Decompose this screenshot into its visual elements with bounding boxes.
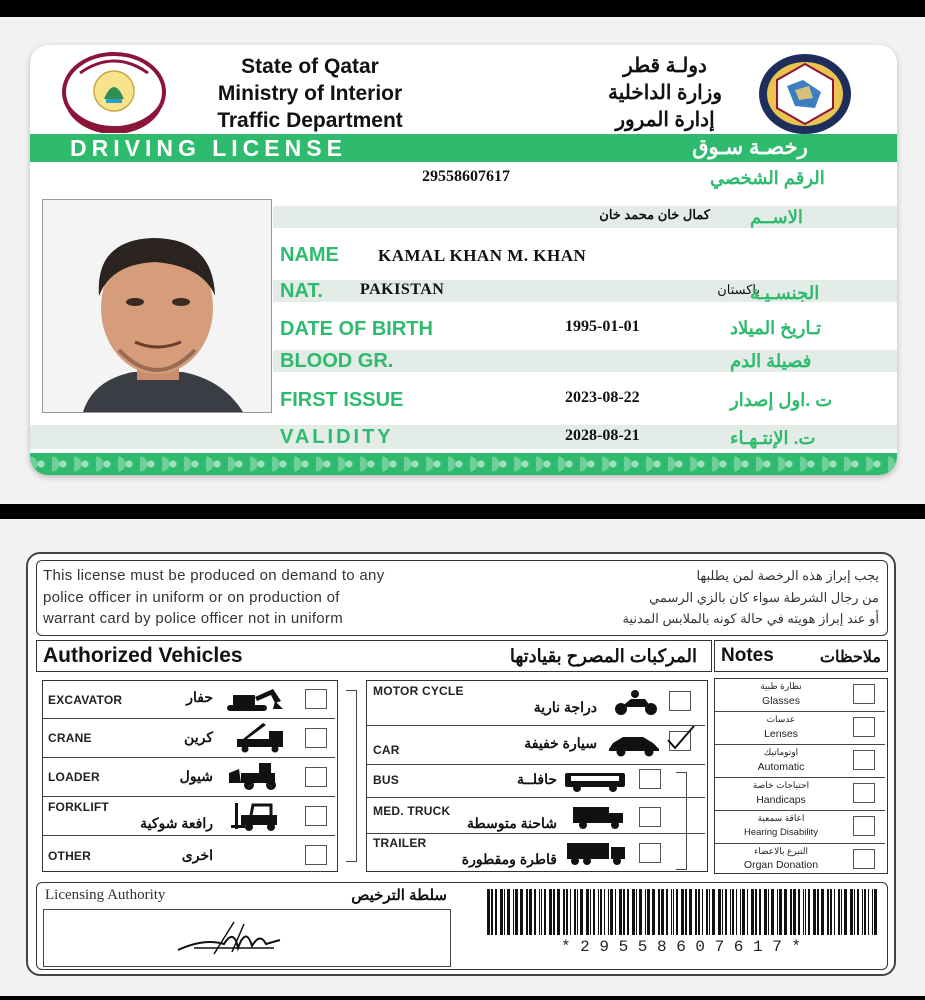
barcode-bar bbox=[813, 889, 816, 935]
barcode-bar bbox=[676, 889, 678, 935]
barcode-bar bbox=[872, 889, 873, 935]
first-issue-label-ar: ت .اول إصدار bbox=[730, 390, 833, 410]
barcode-bar bbox=[647, 889, 650, 935]
notes-title-en: Notes bbox=[721, 645, 774, 666]
barcode-bar bbox=[541, 889, 542, 935]
note-hearing-ar: اعاقة سمعية bbox=[757, 813, 805, 823]
barcode-bar bbox=[577, 889, 578, 935]
vehicle-forklift-label: FORKLIFT bbox=[48, 800, 109, 814]
first-issue-value: 2023-08-22 bbox=[565, 389, 640, 406]
barcode-text: * 2 9 5 5 8 6 0 7 6 1 7 * bbox=[560, 938, 802, 956]
title-en: DRIVING LICENSE bbox=[70, 135, 347, 161]
dob-label: DATE OF BIRTH bbox=[280, 318, 433, 340]
loader-icon bbox=[227, 761, 287, 791]
note-glasses-checkbox[interactable] bbox=[853, 684, 875, 704]
barcode-bar bbox=[645, 889, 646, 935]
nationality-value-ar: باكستان bbox=[717, 282, 760, 297]
vehicle-trailer-checkbox[interactable] bbox=[639, 843, 661, 863]
note-glasses-ar: نظارة طبية bbox=[760, 681, 802, 691]
barcode-bar bbox=[598, 889, 599, 935]
vehicles-title-en: Authorized Vehicles bbox=[43, 644, 243, 667]
barcode-bar bbox=[764, 889, 767, 935]
car-icon bbox=[607, 733, 661, 757]
vehicle-motorcycle-label-ar: دراجة نارية bbox=[533, 699, 597, 715]
note-lenses-ar: عدسات bbox=[766, 714, 796, 724]
bus-icon bbox=[563, 769, 629, 793]
vehicle-crane-label-ar: كرين bbox=[184, 729, 213, 745]
signature-box bbox=[43, 909, 451, 967]
barcode-bar bbox=[681, 889, 684, 935]
note-handicaps-label: Handicaps bbox=[756, 794, 806, 806]
barcode-bar bbox=[619, 889, 622, 935]
vehicle-car-checkbox[interactable] bbox=[669, 731, 691, 751]
note-automatic-label: Automatic bbox=[757, 761, 805, 773]
vehicle-bus-label: BUS bbox=[373, 773, 399, 787]
vehicle-other-label: OTHER bbox=[48, 849, 91, 863]
license-front-card bbox=[30, 45, 897, 475]
vehicle-forklift-checkbox[interactable] bbox=[305, 806, 327, 826]
barcode-bar bbox=[666, 889, 668, 935]
notice-ar-line: أو عند إبراز هويته في حالة كونه بالملابس المدنية bbox=[622, 611, 879, 626]
barcode-bar bbox=[821, 889, 824, 935]
name-label: NAME bbox=[280, 244, 339, 266]
header-ar-line1: دولـة قطر bbox=[623, 55, 707, 77]
vehicle-bus-checkbox[interactable] bbox=[639, 769, 661, 789]
vehicles-right-column bbox=[366, 680, 708, 872]
vehicle-medtruck-checkbox[interactable] bbox=[639, 807, 661, 827]
authority-box bbox=[36, 882, 888, 970]
barcode-bar bbox=[790, 889, 792, 935]
notice-ar-line: يجب إبراز هذه الرخصة لمن يطلبها bbox=[696, 568, 879, 583]
barcode-bar bbox=[808, 889, 810, 935]
notes-column bbox=[714, 678, 888, 874]
vehicle-loader-label-ar: شيول bbox=[179, 768, 213, 784]
vehicle-excavator-checkbox[interactable] bbox=[305, 689, 327, 709]
vehicle-motorcycle-checkbox[interactable] bbox=[669, 691, 691, 711]
signature-icon bbox=[174, 918, 284, 958]
barcode-bar bbox=[520, 889, 523, 935]
barcode-bar bbox=[604, 889, 605, 935]
barcode-bar bbox=[513, 889, 514, 935]
barcode-bar bbox=[827, 889, 829, 935]
barcode-bar bbox=[803, 889, 804, 935]
trailer-icon bbox=[565, 841, 629, 867]
barcode-bar bbox=[526, 889, 528, 935]
group-bracket bbox=[676, 772, 687, 870]
name-ar-value: كمال خان محمد خان bbox=[599, 207, 710, 222]
barcode-bar bbox=[623, 889, 625, 935]
note-lenses-checkbox[interactable] bbox=[853, 717, 875, 737]
vehicle-car-label: CAR bbox=[373, 743, 400, 757]
decorative-pattern-strip bbox=[30, 453, 897, 475]
barcode-bar bbox=[747, 889, 748, 935]
barcode-bar bbox=[817, 889, 819, 935]
barcode-bar bbox=[627, 889, 629, 935]
note-glasses-label: Glasses bbox=[762, 695, 800, 707]
barcode-bar bbox=[557, 889, 560, 935]
barcode-bar bbox=[632, 889, 635, 935]
dob-value: 1995-01-01 bbox=[565, 318, 640, 335]
barcode-bar bbox=[732, 889, 734, 935]
barcode-bar bbox=[725, 889, 727, 935]
barcode-bar bbox=[673, 889, 674, 935]
barcode-bar bbox=[874, 889, 877, 935]
vehicle-bus-label-ar: حافلــة bbox=[517, 771, 557, 787]
vehicle-other-label-ar: اخرى bbox=[181, 847, 213, 863]
barcode-bar bbox=[740, 889, 741, 935]
forklift-icon bbox=[231, 801, 287, 833]
barcode-bar bbox=[580, 889, 583, 935]
vehicles-header bbox=[36, 640, 712, 672]
name-value: KAMAL KHAN M. KHAN bbox=[378, 246, 587, 265]
barcode-bar bbox=[534, 889, 536, 935]
barcode-bar bbox=[722, 889, 723, 935]
barcode-bar bbox=[610, 889, 613, 935]
barcode-bar bbox=[695, 889, 697, 935]
barcode-bar bbox=[838, 889, 840, 935]
barcode-bar bbox=[864, 889, 866, 935]
barcode-bar bbox=[742, 889, 745, 935]
barcode-bar bbox=[586, 889, 589, 935]
truck-icon bbox=[571, 805, 627, 831]
header-en-line2: Ministry of Interior bbox=[217, 82, 403, 105]
ministry-seal-icon bbox=[60, 51, 168, 133]
barcode-bar bbox=[590, 889, 591, 935]
vehicle-crane-checkbox[interactable] bbox=[305, 728, 327, 748]
vehicle-excavator-label-ar: حفار bbox=[186, 689, 213, 705]
validity-label-ar: ت. الإنتـهـاء bbox=[730, 428, 816, 448]
barcode-bar bbox=[784, 889, 787, 935]
barcode-bar bbox=[574, 889, 576, 935]
barcode-bar bbox=[755, 889, 757, 935]
validity-label: VALIDITY bbox=[280, 426, 394, 448]
note-handicaps-ar: احتياجات خاصة bbox=[752, 780, 810, 790]
checkmark-icon bbox=[666, 726, 696, 752]
validity-value: 2028-08-21 bbox=[565, 427, 640, 444]
barcode-bar bbox=[850, 889, 853, 935]
blood-group-label: BLOOD GR. bbox=[280, 350, 394, 372]
notes-title-ar: ملاحظات bbox=[819, 649, 881, 666]
vehicle-trailer-label-ar: قاطرة ومقطورة bbox=[461, 851, 557, 867]
person-portrait-icon bbox=[43, 200, 271, 412]
barcode-bar bbox=[854, 889, 855, 935]
barcode-bar bbox=[515, 889, 518, 935]
note-lenses-label: Lenses bbox=[764, 728, 798, 740]
barcode-bar bbox=[712, 889, 715, 935]
barcode-bar bbox=[636, 889, 637, 935]
vehicle-crane-label: CRANE bbox=[48, 731, 92, 745]
barcode-bar bbox=[685, 889, 687, 935]
barcode-bar bbox=[487, 889, 490, 935]
notes-header bbox=[714, 640, 888, 672]
nationality-value: PAKISTAN bbox=[360, 281, 445, 298]
vehicle-other-checkbox[interactable] bbox=[305, 845, 327, 865]
notice-en-line: warrant card by police officer not in uniform bbox=[43, 610, 344, 627]
note-automatic-ar: اوتوماتيك bbox=[763, 747, 799, 757]
gcc-emblem-icon bbox=[755, 50, 855, 138]
barcode-bar bbox=[759, 889, 761, 935]
notice-en-line: police officer in uniform or on production of bbox=[43, 588, 340, 606]
barcode-bar bbox=[566, 889, 568, 935]
barcode-bar bbox=[777, 889, 778, 935]
note-automatic-checkbox[interactable] bbox=[853, 750, 875, 770]
first-issue-label: FIRST ISSUE bbox=[280, 389, 404, 411]
vehicle-trailer-label: TRAILER bbox=[373, 836, 427, 850]
barcode bbox=[483, 889, 879, 935]
dob-label-ar: تـاريخ الميلاد bbox=[730, 318, 822, 338]
barcode-bar bbox=[549, 889, 552, 935]
barcode-bar bbox=[751, 889, 754, 935]
vehicle-motorcycle-label: MOTOR CYCLE bbox=[373, 684, 464, 698]
barcode-bar bbox=[639, 889, 642, 935]
barcode-bar bbox=[868, 889, 869, 935]
barcode-bar bbox=[830, 889, 832, 935]
blood-group-label-ar: فصيلة الدم bbox=[730, 351, 812, 371]
personal-number-value: 29558607617 bbox=[422, 168, 510, 185]
barcode-bar bbox=[661, 889, 664, 935]
authority-label-en: Licensing Authority bbox=[45, 887, 166, 903]
barcode-bar bbox=[500, 889, 503, 935]
note-hearing-checkbox[interactable] bbox=[853, 816, 875, 836]
header-en-line1: State of Qatar bbox=[241, 55, 379, 78]
vehicle-loader-checkbox[interactable] bbox=[305, 767, 327, 787]
barcode-bar bbox=[857, 889, 859, 935]
vehicle-car-label-ar: سيارة خفيفة bbox=[524, 735, 597, 751]
motorcycle-icon bbox=[611, 689, 661, 717]
barcode-bar bbox=[615, 889, 616, 935]
barcode-bar bbox=[600, 889, 602, 935]
barcode-bar bbox=[702, 889, 703, 935]
note-hearing-label: Hearing Disability bbox=[744, 827, 818, 838]
nationality-label-ar: الجنسـيـة bbox=[750, 283, 820, 303]
excavator-icon bbox=[219, 687, 285, 713]
crane-truck-icon bbox=[233, 721, 289, 753]
header-ar-line2: وزارة الداخلية bbox=[607, 82, 722, 104]
vehicle-medtruck-label-ar: شاحنة متوسطة bbox=[467, 815, 557, 831]
vehicles-title-ar: المركبات المصرح بقيادتها bbox=[509, 646, 697, 666]
note-handicaps-checkbox[interactable] bbox=[853, 783, 875, 803]
nationality-label: NAT. bbox=[280, 280, 323, 302]
barcode-bar bbox=[553, 889, 555, 935]
name-ar-label: الاســم bbox=[750, 207, 803, 227]
authority-label-ar: سلطة الترخيص bbox=[351, 887, 447, 904]
personal-number-label-ar: الرقم الشخصي bbox=[710, 168, 825, 188]
barcode-bar bbox=[798, 889, 800, 935]
barcode-bar bbox=[544, 889, 546, 935]
barcode-bar bbox=[709, 889, 710, 935]
barcode-bar bbox=[504, 889, 505, 935]
notice-ar-line: من رجال الشرطة سواء كان بالزي الرسمي bbox=[649, 589, 879, 605]
barcode-bar bbox=[507, 889, 510, 935]
barcode-bar bbox=[844, 889, 847, 935]
barcode-bar bbox=[718, 889, 721, 935]
barcode-bar bbox=[834, 889, 835, 935]
barcode-bar bbox=[593, 889, 595, 935]
note-organ-checkbox[interactable] bbox=[853, 849, 875, 869]
barcode-bar bbox=[539, 889, 540, 935]
barcode-bar bbox=[793, 889, 796, 935]
barcode-bar bbox=[689, 889, 692, 935]
vehicle-medtruck-label: MED. TRUCK bbox=[373, 804, 451, 818]
barcode-bar bbox=[768, 889, 769, 935]
notice-en-line: This license must be produced on demand to any bbox=[43, 567, 385, 584]
header-ar-line3: إدارة المرور bbox=[615, 109, 715, 131]
barcode-bar bbox=[841, 889, 842, 935]
title-ar: رخصـة سـوق bbox=[692, 136, 808, 159]
barcode-bar bbox=[491, 889, 493, 935]
barcode-bar bbox=[652, 889, 655, 935]
barcode-bar bbox=[805, 889, 806, 935]
barcode-bar bbox=[736, 889, 737, 935]
license-back-card bbox=[26, 552, 896, 976]
barcode-bar bbox=[563, 889, 565, 935]
vehicle-loader-label: LOADER bbox=[48, 770, 100, 784]
note-organ-ar: التبرع بالاعضاء bbox=[753, 846, 809, 856]
barcode-bar bbox=[698, 889, 700, 935]
barcode-bar bbox=[730, 889, 731, 935]
barcode-bar bbox=[529, 889, 532, 935]
barcode-bar bbox=[495, 889, 497, 935]
barcode-bar bbox=[570, 889, 571, 935]
barcode-bar bbox=[706, 889, 708, 935]
barcode-bar bbox=[771, 889, 774, 935]
barcode-bar bbox=[671, 889, 672, 935]
vehicles-left-column bbox=[42, 680, 338, 872]
notice-box bbox=[36, 560, 888, 636]
barcode-bar bbox=[608, 889, 609, 935]
header-en-line3: Traffic Department bbox=[217, 109, 403, 132]
note-organ-label: Organ Donation bbox=[743, 859, 819, 871]
barcode-bar bbox=[658, 889, 660, 935]
holder-photo bbox=[42, 199, 272, 413]
barcode-bar bbox=[779, 889, 782, 935]
vehicle-excavator-label: EXCAVATOR bbox=[48, 693, 123, 707]
group-bracket bbox=[346, 690, 357, 862]
vehicle-forklift-label-ar: رافعة شوكية bbox=[140, 815, 213, 831]
barcode-bar bbox=[862, 889, 863, 935]
